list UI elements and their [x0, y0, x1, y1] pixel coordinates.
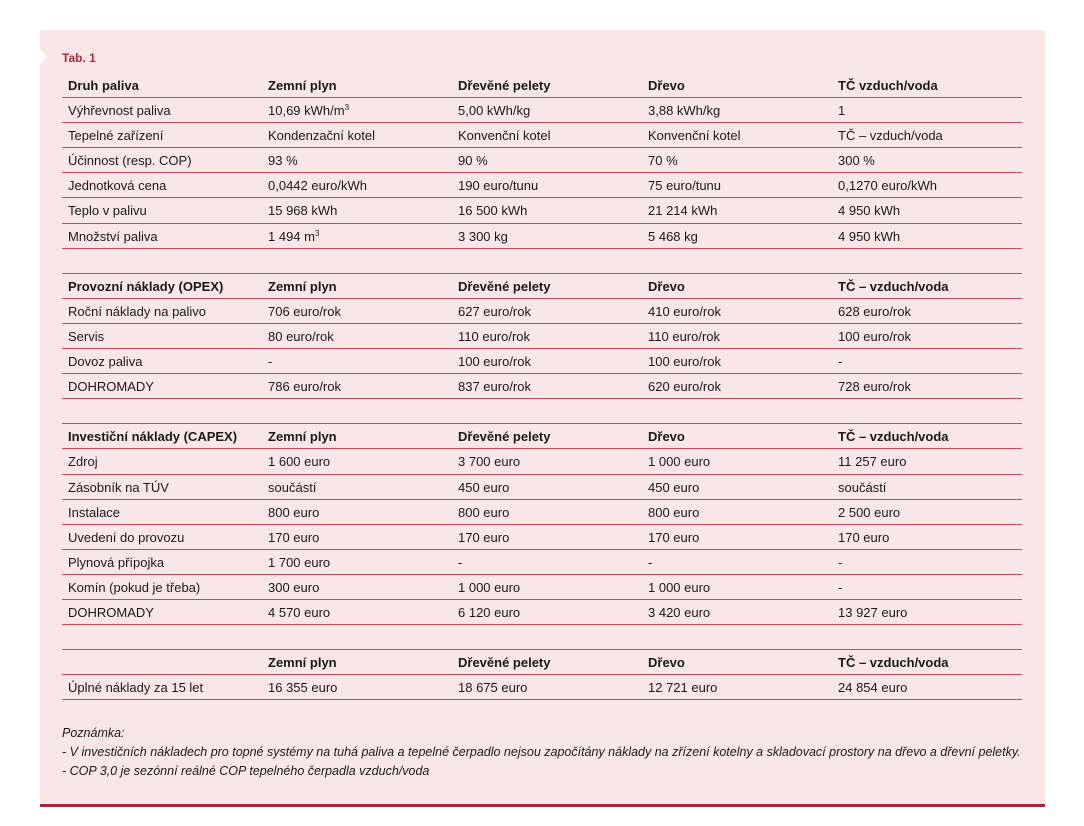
table-cell: 800 euro [268, 504, 320, 520]
table-cell: 170 euro [648, 529, 700, 545]
table-cell: 4 950 kWh [838, 203, 901, 219]
table-cell: 16 355 euro [268, 680, 338, 696]
header-cell: TČ – vzduch/voda [838, 429, 949, 445]
table-cell: 4 950 kWh [838, 228, 901, 244]
table-cell: 21 214 kWh [648, 203, 718, 219]
table-cell: 93 % [268, 153, 298, 169]
table-cell: 786 euro/rok [268, 379, 341, 395]
table-notes [62, 724, 1021, 781]
table-cell: 2 500 euro [838, 504, 901, 520]
bottom-rule [40, 804, 1045, 807]
table-header-row [62, 73, 1022, 98]
table-cell: - [268, 354, 273, 370]
note-line-2: - COP 3,0 je sezónní reálné COP tepelného čerpadla vzduch/voda [62, 764, 430, 778]
table-cell: 110 euro/rok [458, 328, 531, 344]
table-cell: 75 euro/tunu [648, 178, 722, 194]
table-cell: 190 euro/tunu [458, 178, 539, 194]
table-cell: 3 300 kg [458, 228, 508, 244]
table-cell: 410 euro/rok [648, 303, 721, 319]
section-spacer [62, 249, 1022, 274]
table-cell: 1 000 euro [458, 579, 521, 595]
table-cell: 5 468 kg [648, 228, 698, 244]
header-cell: Dřevěné pelety [458, 429, 551, 445]
header-cell: Zemní plyn [268, 278, 337, 294]
table-cell: 728 euro/rok [838, 379, 911, 395]
table-cell: 1 494 $m^3$ [268, 228, 320, 244]
header-cell: TČ – vzduch/voda [838, 278, 949, 294]
header-cell: TČ vzduch/voda [838, 78, 938, 93]
table-cell: 70 % [648, 153, 678, 169]
table-cell: Výhřevnost paliva [68, 103, 171, 119]
table-cell: 300 % [838, 153, 875, 169]
table-cell: - [838, 354, 843, 370]
table-cell: 15 968 kWh [268, 203, 338, 219]
table-cell: 12 721 euro [648, 680, 718, 696]
table-row [62, 449, 1022, 474]
table-row [62, 123, 1022, 148]
table-cell: 1 000 euro [648, 454, 711, 470]
table-cell: 4 570 euro [268, 604, 331, 620]
table-cell: - [648, 554, 653, 570]
table-row [62, 550, 1022, 575]
table-cell: 1 000 euro [648, 579, 711, 595]
table-cell: Kondenzační kotel [268, 128, 375, 144]
table-row [62, 349, 1022, 374]
table-cell: Konvenční kotel [648, 128, 741, 144]
table-row [62, 224, 1022, 249]
table-header-row [62, 650, 1022, 675]
table-row [62, 374, 1022, 399]
table-cell: 837 euro/rok [458, 379, 531, 395]
table-cell: 800 euro [648, 504, 700, 520]
table-cell: Servis [68, 328, 105, 344]
table-cell: Roční náklady na palivo [68, 303, 207, 319]
table-row [62, 299, 1022, 324]
header-cell: Dřevo [648, 78, 685, 93]
table-cell: 5,00 kWh/kg [458, 103, 531, 119]
header-cell: Druh paliva [68, 78, 139, 93]
table-cell: 16 500 kWh [458, 203, 528, 219]
table-row [62, 500, 1022, 525]
panel-notch [40, 50, 47, 64]
header-cell: Zemní plyn [268, 655, 337, 671]
header-cell: Dřevěné pelety [458, 655, 551, 671]
table-cell: 620 euro/rok [648, 379, 721, 395]
header-cell: Dřevo [648, 655, 685, 671]
table-cell: 0,1270 euro/kWh [838, 178, 938, 194]
table-cell: - [838, 579, 843, 595]
table-cell: 170 euro [838, 529, 890, 545]
table-cell: DOHROMADY [68, 604, 154, 620]
table-cell: 100 euro/rok [458, 354, 531, 370]
table-cell: 80 euro/rok [268, 328, 334, 344]
table-row [62, 324, 1022, 349]
table-cell: TČ – vzduch/voda [838, 128, 943, 144]
table-cell: Plynová přípojka [68, 554, 165, 570]
table-row [62, 575, 1022, 600]
note-line-1: - V investičních nákladech pro topné systémy na tuhá paliva a tepelné čerpadlo nejsou započítány náklady na zřízení kotelny a skladovací prostory na dřevo a dřevní peletky. [62, 745, 1021, 759]
table-cell: 1 700 euro [268, 554, 331, 570]
table-cell: 706 euro/rok [268, 303, 341, 319]
table-cell: DOHROMADY [68, 379, 154, 395]
table-cell: Jednotková cena [68, 178, 167, 194]
note-title: Poznámka: [62, 726, 125, 740]
table-cell: 6 120 euro [458, 604, 521, 620]
table-row [62, 525, 1022, 550]
table-row [62, 148, 1022, 173]
section-spacer [62, 625, 1022, 650]
table-row [62, 173, 1022, 198]
table-cell: Instalace [68, 504, 121, 520]
table-cell: 170 euro [268, 529, 320, 545]
table-cell: 170 euro [458, 529, 510, 545]
table-cell: 300 euro [268, 579, 320, 595]
table-caption: Tab. 1 [62, 51, 96, 65]
table-cell: Tepelné zařízení [68, 128, 164, 144]
table-cell: 100 euro/rok [648, 354, 721, 370]
header-cell: Dřevěné pelety [458, 78, 551, 93]
table-row [62, 675, 1022, 700]
header-cell: Dřevo [648, 278, 685, 294]
table-cell: Komín (pokud je třeba) [68, 579, 201, 595]
table-cell: 1 600 euro [268, 454, 331, 470]
table-row [62, 475, 1022, 500]
table-cell: Účinnost (resp. COP) [68, 153, 192, 169]
table-cell: součástí [838, 479, 887, 495]
table-cell: - [838, 554, 843, 570]
table-cell: Dovoz paliva [68, 354, 143, 370]
header-cell: Dřevo [648, 429, 685, 445]
table-cell: Úplné náklady za 15 let [68, 680, 204, 696]
table-cell: Množství paliva [68, 228, 158, 244]
header-cell: Provozní náklady (OPEX) [68, 278, 224, 294]
table-cell: 800 euro [458, 504, 510, 520]
table-row [62, 600, 1022, 625]
table-header-row [62, 274, 1022, 299]
table-cell: 450 euro [648, 479, 700, 495]
header-cell: Zemní plyn [268, 78, 337, 93]
table-cell: Uvedení do provozu [68, 529, 185, 545]
table-row [62, 198, 1022, 223]
table-cell: 450 euro [458, 479, 510, 495]
table-cell: součástí [268, 479, 317, 495]
header-cell: Zemní plyn [268, 429, 337, 445]
table-header-row [62, 424, 1022, 449]
table-cell: 24 854 euro [838, 680, 908, 696]
table-cell: Teplo v palivu [68, 203, 147, 219]
table-cell: 110 euro/rok [648, 328, 721, 344]
table-cell: 3 420 euro [648, 604, 711, 620]
table-cell: 3,88 kWh/kg [648, 103, 721, 119]
table-cell: 18 675 euro [458, 680, 528, 696]
header-cell: TČ – vzduch/voda [838, 655, 949, 671]
table-cell: 3 700 euro [458, 454, 521, 470]
section-spacer [62, 399, 1022, 424]
table-cell: 90 % [458, 153, 488, 169]
table-cell: Zásobník na TÚV [68, 479, 169, 495]
table-cell: 10,69 kWh/$m^3$ [268, 103, 350, 119]
header-cell: Dřevěné pelety [458, 278, 551, 294]
table-cell: 0,0442 euro/kWh [268, 178, 368, 194]
table-row [62, 98, 1022, 123]
table-cell: Zdroj [68, 454, 98, 470]
header-cell: Investiční náklady (CAPEX) [68, 429, 238, 445]
table-cell: Konvenční kotel [458, 128, 551, 144]
table-cell: 100 euro/rok [838, 328, 911, 344]
table-cell: 11 257 euro [838, 454, 907, 470]
table-cell: 13 927 euro [838, 604, 908, 620]
table-cell: 628 euro/rok [838, 303, 911, 319]
table-cell: 1 [838, 103, 846, 119]
table-cell: 627 euro/rok [458, 303, 531, 319]
table-cell: - [458, 554, 463, 570]
comparison-table [62, 73, 1022, 700]
